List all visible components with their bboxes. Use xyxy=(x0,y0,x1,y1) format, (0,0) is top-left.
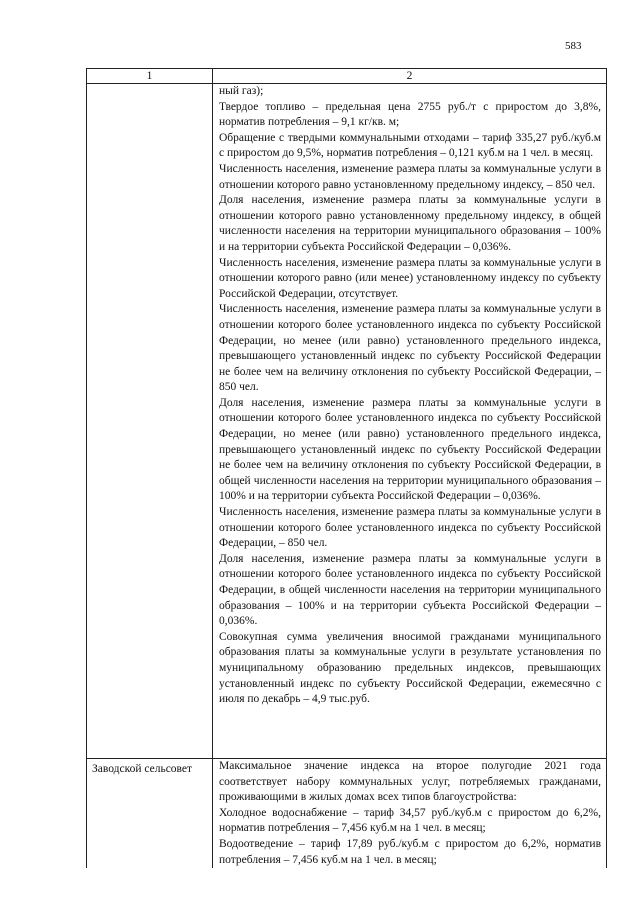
page-number: 583 xyxy=(565,40,582,52)
paragraph: Доля населения, изменение размера платы за коммунальные услуги в отношении которого более установленного индекса по субъекту Российской Федерации, но менее (или равно) установленного предельного индекса, превышающего установленный индекс по субъекту Российской Федерации не более чем на величину отклонения по субъекту Российской Федерации, в общей численности населения на территории муниципального образования – 100% и на территории субъекта Российской Федерации – 0,036%. xyxy=(219,396,601,503)
row2-municipality-name: Заводской сельсовет xyxy=(92,763,193,775)
paragraph: Твердое топливо – предельная цена 2755 руб./т с приростом до 3,8%, норматив потребления – 9,1 кг/кв. м; xyxy=(219,100,601,129)
paragraph: ный газ); xyxy=(219,85,264,97)
header-col-1: 1 xyxy=(87,69,213,84)
table-row xyxy=(87,759,607,869)
paragraph: Максимальное значение индекса на второе полугодие 2021 года соответствует набору коммунальных услуг, потребляемых гражданами, проживающими в жилых домах всех типов благоустройства: xyxy=(219,760,601,804)
row2-right-cell xyxy=(213,759,607,869)
data-table xyxy=(86,68,607,868)
paragraph: Численность населения, изменение размера платы за коммунальные услуги в отношении которого равно (или менее) установленному индексу по субъекту Российской Федерации, отсутствует. xyxy=(219,256,601,300)
row1-text xyxy=(213,84,606,708)
row1-right-cell xyxy=(213,84,607,759)
paragraph: Холодное водоснабжение – тариф 34,57 руб./куб.м с приростом до 6,2%, норматив потребления – 7,456 куб.м на 1 чел. в месяц; xyxy=(219,806,601,835)
paragraph: Доля населения, изменение размера платы за коммунальные услуги в отношении которого равно установленному предельному индексу, в общей численности населения на территории муниципального образования – 100% и на территории субъекта Российской Федерации – 0,036%. xyxy=(219,194,601,253)
paragraph: Численность населения, изменение размера платы за коммунальные услуги в отношении которого более установленного индекса по субъекту Российской Федерации, но менее (или равно) установленного предельного индекса, превышающего установленный индекс по субъекту Российской Федерации не более чем на величину отклонения по субъекту Российской Федерации, – 850 чел. xyxy=(219,303,601,394)
table-row xyxy=(87,84,607,759)
paragraph: Водоотведение – тариф 17,89 руб./куб.м с приростом до 6,2%, норматив потребления – 7,456 куб.м на 1 чел. в месяц; xyxy=(219,837,601,866)
table-header-row xyxy=(87,69,607,84)
row1-municipality-name xyxy=(87,84,212,87)
row1-left-cell xyxy=(87,84,213,759)
paragraph: Доля населения, изменение размера платы за коммунальные услуги в отношении которого более установленного индекса по субъекту Российской Федерации, в общей численности населения на территории муниципального образования – 100% и на территории субъекта Российской Федерации – 0,036%. xyxy=(219,552,601,628)
paragraph: Численность населения, изменение размера платы за коммунальные услуги в отношении которого более установленного индекса по субъекту Российской Федерации, – 850 чел. xyxy=(219,506,601,550)
row2-text xyxy=(213,759,606,868)
paragraph: Обращение с твердыми коммунальными отходами – тариф 335,27 руб./куб.м с приростом до 9,5%, норматив потребления – 0,121 куб.м на 1 чел. в месяц. xyxy=(219,131,601,160)
paragraph: Совокупная сумма увеличения вносимой гражданами муниципального образования платы за коммунальные услуги в результате установления по муниципальному образованию предельных индексов, превышающих установленный индекс по субъекту Российской Федерации, ежемесячно с июля по декабрь – 4,9 тыс.руб. xyxy=(219,630,601,706)
header-col-2: 2 xyxy=(213,69,607,84)
paragraph: Численность населения, изменение размера платы за коммунальные услуги в отношении которого равно установленному предельному индексу, – 850 чел. xyxy=(219,162,601,191)
row2-left-cell xyxy=(87,759,213,869)
